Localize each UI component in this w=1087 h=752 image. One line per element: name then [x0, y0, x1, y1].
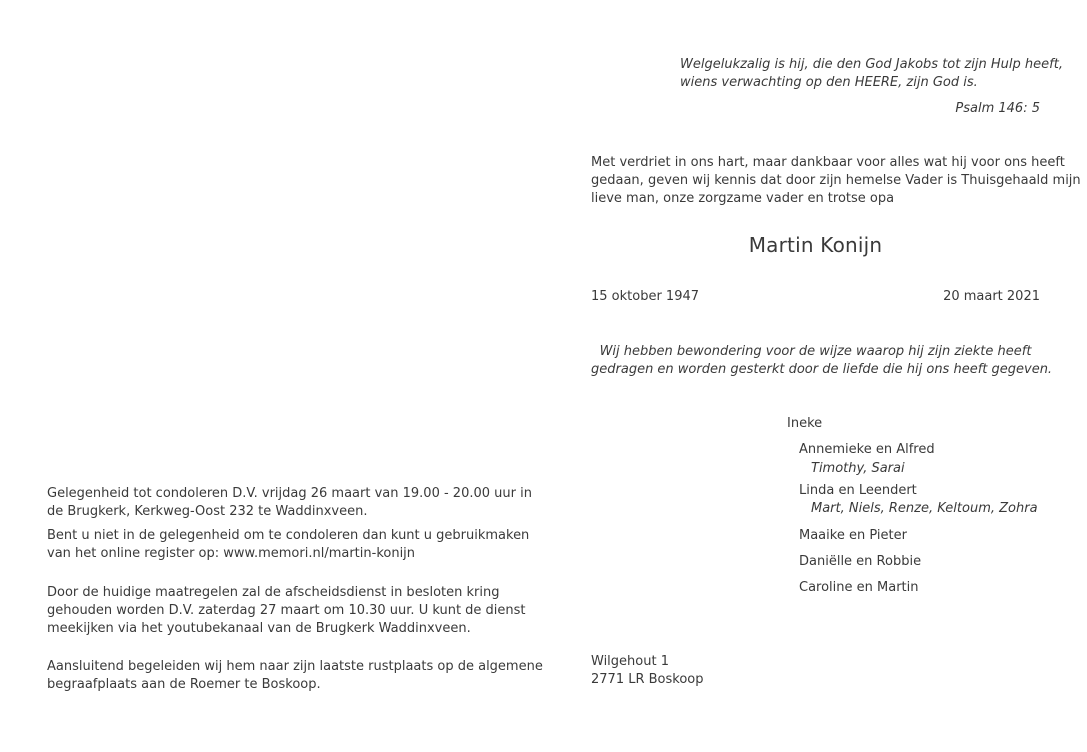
family-list: [787, 416, 1047, 606]
burial-line-2: begraafplaats aan de Roemer te Boskoop.: [47, 677, 321, 692]
verse-line-1: Welgelukzalig is hij, die den God Jakobs tot zijn Hulp heeft,: [680, 57, 1063, 72]
condolence-line-1: Gelegenheid tot condoleren D.V. vrijdag 26 maart van 19.00 - 20.00 uur in: [47, 486, 532, 501]
burial-line-1: Aansluitend begeleiden wij hem naar zijn laatste rustplaats op de algemene: [47, 659, 543, 674]
grandchildren: Mart, Niels, Renze, Keltoum, Zohra: [811, 501, 1038, 516]
family-member: Annemieke en Alfred: [799, 442, 935, 457]
family-member: Daniëlle en Robbie: [799, 554, 922, 569]
bible-verse: [680, 56, 1063, 92]
family-member: Maaike en Pieter: [799, 528, 907, 543]
intro-line-2: gedaan, geven wij kennis dat door zijn hemelse Vader is Thuisgehaald mijn: [591, 173, 1081, 188]
correspondence-address: [591, 653, 704, 689]
service-line-2: gehouden worden D.V. zaterdag 27 maart om 10.30 uur. U kunt de dienst: [47, 603, 526, 618]
family-member: Linda en Leendert: [799, 483, 917, 498]
service-line-1: Door de huidige maatregelen zal de afscheidsdienst in besloten kring: [47, 585, 500, 600]
tribute-line-1: Wij hebben bewondering voor de wijze waarop hij zijn ziekte heeft: [599, 344, 1032, 359]
online-line-1: Bent u niet in de gelegenheid om te condoleren dan kunt u gebruikmaken: [47, 528, 530, 543]
family-member: Caroline en Martin: [799, 580, 919, 595]
burial-info: [47, 658, 543, 694]
practical-info: [47, 485, 543, 699]
service-info: [47, 584, 526, 638]
intro-line-3: lieve man, onze zorgzame vader en trotse opa: [591, 191, 895, 206]
online-register-link[interactable]: van het online register op: www.memori.nl/martin-konijn: [47, 546, 416, 561]
condolence-line-2: de Brugkerk, Kerkweg-Oost 232 te Waddinxveen.: [47, 504, 368, 519]
announcement-text: [591, 154, 1081, 208]
condolence-info: [47, 485, 532, 521]
address-street: Wilgehout 1: [591, 654, 669, 669]
address-city: 2771 LR Boskoop: [591, 672, 704, 687]
birth-date: 15 oktober 1947: [591, 289, 700, 304]
verse-reference: Psalm 146: 5: [955, 101, 1040, 116]
death-date: 20 maart 2021: [943, 289, 1040, 304]
tribute-text: [591, 343, 1053, 379]
grandchildren: Timothy, Sarai: [811, 461, 905, 476]
spouse-name: Ineke: [787, 416, 823, 431]
tribute-line-2: gedragen en worden gesterkt door de liefde die hij ons heeft gegeven.: [591, 362, 1053, 377]
online-register-info: [47, 527, 530, 563]
intro-line-1: Met verdriet in ons hart, maar dankbaar voor alles wat hij voor ons heeft: [591, 155, 1065, 170]
verse-line-2: wiens verwachting op den HEERE, zijn God is.: [680, 75, 978, 90]
service-line-3: meekijken via het youtubekanaal van de Brugkerk Waddinxveen.: [47, 621, 471, 636]
deceased-name: Martin Konijn: [748, 233, 883, 257]
